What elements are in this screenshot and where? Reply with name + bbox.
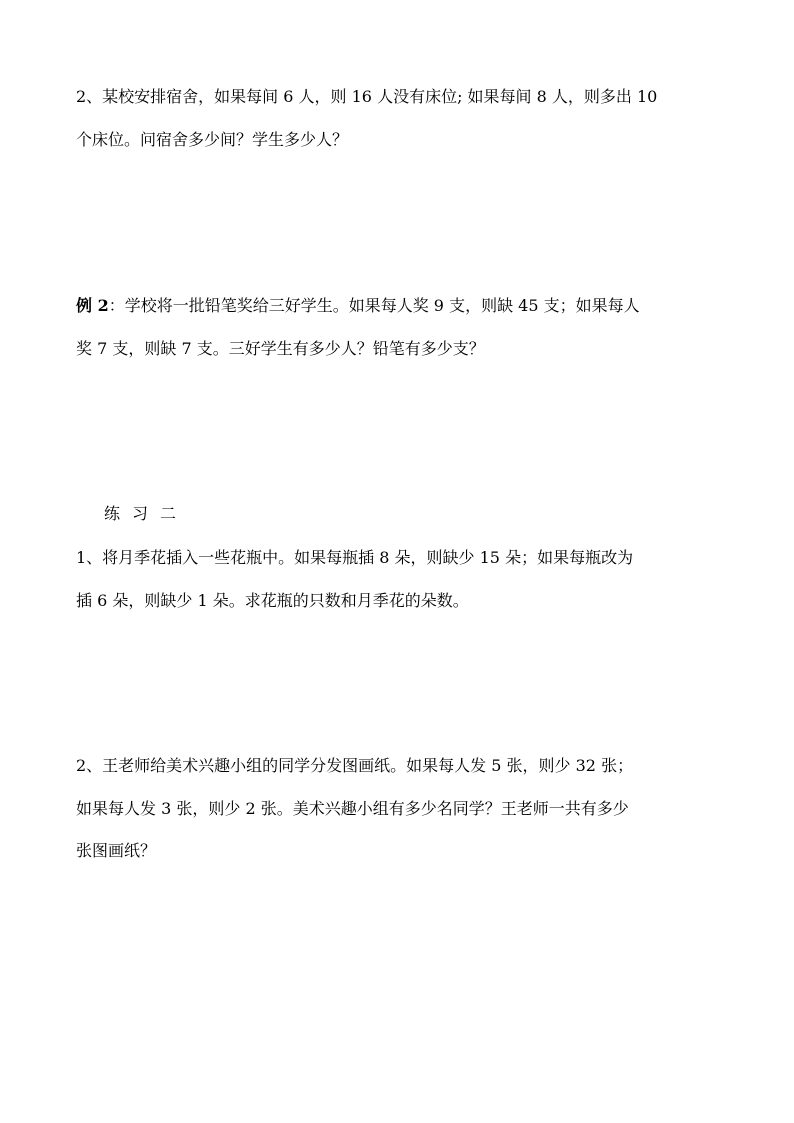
exercise-question-2 xyxy=(76,753,724,864)
exercise-question-1 xyxy=(76,545,724,613)
example-2 xyxy=(76,293,724,361)
example-2-line-1 xyxy=(76,293,724,319)
example-2-line-2: 奖 7 支，则缺 7 支。三好学生有多少人？铅笔有多少支？ xyxy=(76,338,485,358)
exercise-question-2-line-1: 2、王老师给美术兴趣小组的同学分发图画纸。如果每人发 5 张，则少 32 张； xyxy=(76,756,634,775)
example-2-line-1-text: ：学校将一批铅笔奖给三好学生。如果每人奖 9 支，则缺 45 支；如果每人 xyxy=(108,296,640,315)
exercise-question-1-line-1: 1、将月季花插入一些花瓶中。如果每瓶插 8 朵，则缺少 15 朵；如果每瓶改为 xyxy=(76,548,634,567)
exercise-question-2-line-2: 如果每人发 3 张，则少 2 张。美术兴趣小组有多少名同学？王老师一共有多少 xyxy=(76,798,629,818)
problem-2-line-1: 2、某校安排宿舍，如果每间 6 人，则 16 人没有床位; 如果每间 8 人，则多出 10 xyxy=(76,87,658,106)
problem-2-line-2: 个床位。问宿舍多少间？学生多少人？ xyxy=(76,129,349,149)
problem-2 xyxy=(76,84,724,152)
exercise-question-1-line-2: 插 6 朵，则缺少 1 朵。求花瓶的只数和月季花的朵数。 xyxy=(76,590,469,610)
example-2-label: 例 2 xyxy=(76,296,109,315)
exercise-question-2-line-3: 张图画纸？ xyxy=(76,841,157,861)
exercise-heading: 练习二 xyxy=(104,504,189,523)
